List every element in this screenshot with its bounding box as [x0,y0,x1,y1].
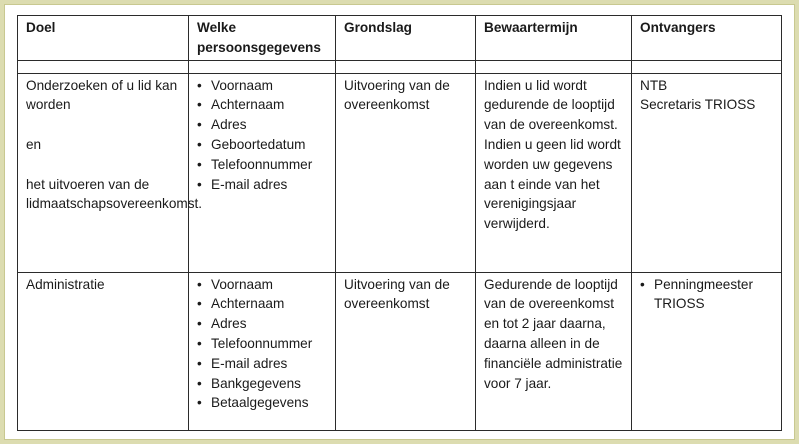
cell-persoonsgegevens [189,272,336,430]
cell-bewaartermijn: Gedurende de looptijd van de overeenkomst en tot 2 jaar daarna, daarna alleen in de financiële administratie voor 7 jaar. [476,272,632,430]
cell-grondslag: Uitvoering van de overeenkomst [336,272,476,430]
header-doel: Doel [18,16,189,61]
cell-doel [18,272,189,430]
ontvanger-text: Secretaris TRIOSS [640,97,756,113]
list-item: • Telefoonnummer [197,155,329,175]
doel-text: het uitvoeren van de lidmaatschapsovereenkomst. [26,176,203,212]
list-item: • Voornaam [197,275,329,295]
doel-text: en [26,136,42,152]
privacy-table [17,15,782,431]
header-grondslag: Grondslag [336,16,476,61]
cell-persoonsgegevens [189,73,336,272]
empty-cell [632,60,782,73]
list-item: • Betaalgegevens [197,393,329,413]
list-item: • Achternaam [197,95,329,115]
list-item: • Voornaam [197,76,329,96]
empty-cell [476,60,632,73]
list-item: • E-mail adres [197,175,329,195]
header-bewaartermijn: Bewaartermijn [476,16,632,61]
list-item: • Bankgegevens [197,374,329,394]
list-item: • Adres [197,115,329,135]
table-row [18,272,782,430]
header-persoonsgegevens: Welke persoonsgegevens [189,16,336,61]
table-row [18,73,782,272]
ontvanger-text: NTB [640,77,668,93]
gegevens-list [197,76,329,195]
header-ontvangers: Ontvangers [632,16,782,61]
ontvangers-list [640,275,775,315]
list-item: • Achternaam [197,294,329,314]
list-item: • Geboortedatum [197,135,329,155]
empty-cell [18,60,189,73]
list-item: • Telefoonnummer [197,334,329,354]
list-item: • Adres [197,314,329,334]
cell-doel [18,73,203,272]
list-item: • E-mail adres [197,354,329,374]
cell-grondslag: Uitvoering van de overeenkomst [336,73,476,272]
cell-bewaartermijn: Indien u lid wordt gedurende de looptijd van de overeenkomst. Indien u geen lid wordt worden uw gegevens aan t einde van het verenigingsjaar verwijderd. [476,73,632,272]
gegevens-list [197,275,329,414]
cell-ontvangers [632,73,782,272]
table-header-row [18,16,782,61]
cell-ontvangers [632,272,782,430]
empty-row [18,60,782,73]
doel-text: Administratie [26,276,105,292]
empty-cell [189,60,336,73]
list-item: • Penningmeester TRIOSS [640,275,775,315]
empty-cell [336,60,476,73]
doel-text: Onderzoeken of u lid kan worden [26,77,178,113]
